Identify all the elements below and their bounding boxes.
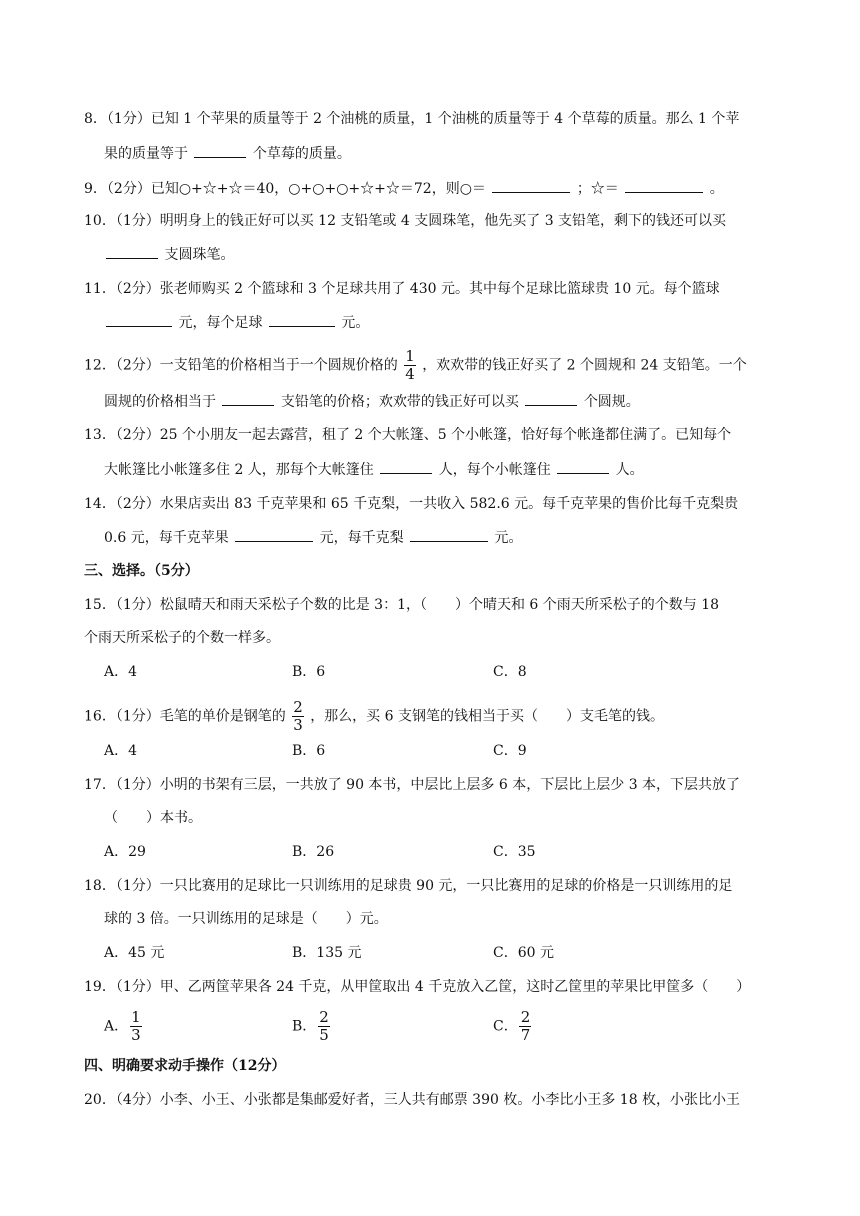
answer-blank[interactable] (235, 527, 313, 542)
fraction (317, 1010, 331, 1043)
q18-line1: 18．（1分）一只比赛用的足球比一只训练用的足球贵 90 元，一只比赛用的足球的价格是一只训练用的足 (84, 878, 733, 894)
q14-text-end: 元。 (494, 530, 523, 546)
fraction-numerator: 2 (319, 1008, 329, 1026)
q13-line2 (104, 459, 644, 480)
option-b[interactable]: B．6 (292, 743, 326, 759)
q17-line1: 17．（1分）小明的书架有三层，一共放了 90 本书，中层比上层多 6 本，下层比上层少 3 本，下层共放了 (84, 777, 741, 793)
option-b[interactable]: B．135 元 (292, 945, 362, 961)
q11-text-mid: 元，每个足球 (178, 315, 263, 331)
fraction-numerator: 2 (520, 1008, 531, 1026)
answer-blank[interactable] (106, 312, 172, 327)
q9-text-end: 。 (709, 181, 724, 197)
option-a[interactable]: A．4 (104, 743, 138, 759)
fraction (519, 1010, 533, 1043)
fraction-denominator: 3 (293, 716, 303, 734)
q13-text-mid: 人，每个小帐篷住 (438, 462, 551, 478)
q19-line1: 19．（1分）甲、乙两筐苹果各 24 千克，从甲筐取出 4 千克放入乙筐，这时乙筐里的苹果比甲筐多（ ） (84, 979, 751, 995)
q9-line (84, 178, 724, 199)
q10-line1: 10．（1分）明明身上的钱正好可以买 12 支铅笔或 4 支圆珠笔，他先买了 3 支铅笔，剩下的钱还可以买 (84, 213, 727, 229)
q16-text-after: ，那么，买 6 支钢笔的钱相当于买（ ）支毛笔的钱。 (310, 708, 664, 725)
q9-text-before: 9．（2分）已知○+☆+☆＝40，○+○+○+☆+☆＝72，则○＝ (84, 181, 486, 197)
q17-line2: （ ）本书。 (104, 810, 202, 826)
q20-line1: 20．（4分）小李、小王、小张都是集邮爱好者，三人共有邮票 390 枚。小李比小王多 18 枚，小张比小王 (84, 1092, 741, 1108)
option-b[interactable] (292, 1010, 332, 1043)
fraction (129, 1010, 143, 1043)
q8-text-before: 果的质量等于 (104, 146, 188, 162)
q14-line2 (104, 527, 523, 548)
option-c[interactable]: C．60 元 (493, 945, 554, 961)
q12-text-after: ，欢欢带的钱正好买了 2 个圆规和 24 支铅笔。一个 (422, 357, 747, 374)
option-b[interactable]: B．26 (292, 844, 335, 860)
option-label: A． (104, 1018, 129, 1035)
q15-line2: 个雨天所采松子的个数一样多。 (84, 630, 280, 646)
fraction-numerator: 1 (405, 347, 415, 365)
fraction-denominator: 3 (131, 1026, 141, 1044)
q11-line1: 11．（2分）张老师购买 2 个篮球和 3 个足球共用了 430 元。其中每个足球比篮球贵 10 元。每个篮球 (84, 281, 720, 297)
fraction-denominator: 4 (405, 365, 415, 383)
answer-blank[interactable] (194, 143, 246, 158)
q12-text-before: 12．（2分）一支铅笔的价格相当于一个圆规价格的 (84, 357, 398, 374)
q18-line2: 球的 3 倍。一只训练用的足球是（ ）元。 (104, 911, 388, 927)
q12-line2 (104, 391, 640, 412)
q8-text-after: 个草莓的质量。 (252, 146, 351, 162)
option-c[interactable] (493, 1010, 533, 1043)
q10-line2 (104, 244, 234, 265)
q12-text-end: 个圆规。 (583, 394, 640, 410)
q8-line1: 8．（1分）已知 1 个苹果的质量等于 2 个油桃的质量，1 个油桃的质量等于 4 个草莓的质量。那么 1 个苹 (84, 111, 740, 127)
answer-blank[interactable] (410, 527, 488, 542)
q9-text-mid: ；☆＝ (576, 181, 619, 197)
answer-blank[interactable] (525, 391, 577, 406)
answer-blank[interactable] (380, 459, 432, 474)
option-a[interactable]: A．29 (104, 844, 146, 860)
option-c[interactable]: C．8 (493, 664, 527, 680)
option-c[interactable]: C．35 (493, 844, 536, 860)
fraction-denominator: 7 (520, 1026, 531, 1044)
option-c[interactable]: C．9 (493, 743, 527, 759)
section-heading: 三、选择。（5分） (84, 563, 199, 579)
option-a[interactable] (104, 1010, 144, 1043)
fraction-numerator: 1 (131, 1008, 141, 1026)
q11-line2 (104, 312, 369, 333)
option-label: C． (493, 1018, 518, 1035)
option-b[interactable]: B．6 (292, 664, 326, 680)
q10-text: 支圆珠笔。 (164, 247, 235, 263)
answer-blank[interactable] (492, 178, 570, 193)
q16-line (84, 700, 664, 733)
option-a[interactable]: A．4 (104, 664, 138, 680)
q12-text-before2: 圆规的价格相当于 (104, 394, 216, 410)
section-heading: 四、明确要求动手操作（12分） (84, 1058, 286, 1074)
q16-text-before: 16．（1分）毛笔的单价是钢笔的 (84, 708, 286, 725)
option-label: B． (292, 1018, 317, 1035)
answer-blank[interactable] (222, 391, 274, 406)
fraction (403, 349, 417, 382)
fraction-denominator: 5 (319, 1026, 329, 1044)
q14-text-before: 0.6 元，每千克苹果 (104, 530, 229, 546)
answer-blank[interactable] (557, 459, 609, 474)
answer-blank[interactable] (269, 312, 335, 327)
fraction-numerator: 2 (293, 698, 303, 716)
q12-line1 (84, 349, 747, 382)
q13-text-end: 人。 (615, 462, 644, 478)
q14-text-mid: 元，每千克梨 (319, 530, 404, 546)
q15-line1: 15．（1分）松鼠晴天和雨天采松子个数的比是 3：1，（ ）个晴天和 6 个雨天所采松子的个数与 18 (84, 597, 720, 613)
q14-line1: 14．（2分）水果店卖出 83 千克苹果和 65 千克梨，一共收入 582.6 元。每千克苹果的售价比每千克梨贵 (84, 496, 739, 512)
answer-blank[interactable] (106, 244, 158, 259)
q11-text-end: 元。 (341, 315, 370, 331)
answer-blank[interactable] (625, 178, 703, 193)
q8-line2 (104, 143, 351, 164)
q13-text-before: 大帐篷比小帐篷多住 2 人，那每个大帐篷住 (104, 462, 374, 478)
q13-line1: 13．（2分）25 个小朋友一起去露营，租了 2 个大帐篷、5 个小帐篷，恰好每个帐逢都住满了。已知每个 (84, 427, 732, 443)
option-a[interactable]: A．45 元 (104, 945, 165, 961)
q12-text-mid: 支铅笔的价格；欢欢带的钱正好可以买 (280, 394, 519, 410)
fraction (291, 700, 305, 733)
